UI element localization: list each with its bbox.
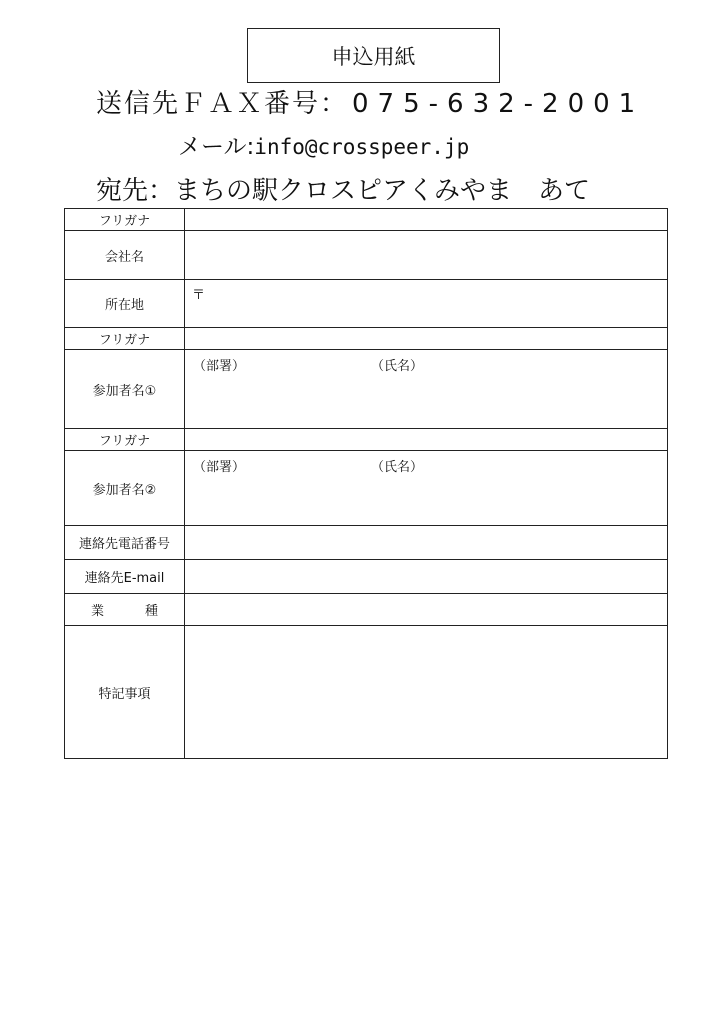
attendee2-row bbox=[65, 451, 668, 526]
attendee1-label: 参加者名① bbox=[65, 350, 185, 429]
industry-field[interactable] bbox=[185, 594, 668, 626]
furigana-label: フリガナ bbox=[65, 209, 185, 231]
mail-line bbox=[178, 128, 469, 161]
name-label: （氏名） bbox=[371, 460, 424, 475]
attendee1-furigana-row bbox=[65, 328, 668, 350]
address-label: 所在地 bbox=[65, 280, 185, 328]
email-label: 連絡先E-mail bbox=[65, 560, 185, 594]
attendee2-furigana-field[interactable] bbox=[185, 429, 668, 451]
department-label: （部署） bbox=[193, 460, 246, 475]
application-form-table bbox=[64, 208, 668, 759]
company-furigana-field[interactable] bbox=[185, 209, 668, 231]
phone-field[interactable] bbox=[185, 526, 668, 560]
form-title-box bbox=[247, 28, 500, 83]
notes-field[interactable] bbox=[185, 626, 668, 759]
name-label: （氏名） bbox=[371, 359, 424, 374]
department-label: （部署） bbox=[193, 359, 246, 374]
fax-prefix: 送信先ＦＡＸ番号： bbox=[96, 89, 349, 119]
email-field[interactable] bbox=[185, 560, 668, 594]
notes-label: 特記事項 bbox=[65, 626, 185, 759]
notes-row bbox=[65, 626, 668, 759]
form-title: 申込用紙 bbox=[331, 44, 416, 69]
attendee1-furigana-field[interactable] bbox=[185, 328, 668, 350]
industry-row bbox=[65, 594, 668, 626]
company-row bbox=[65, 231, 668, 280]
industry-label-text: 業 種 bbox=[90, 604, 172, 619]
fax-line bbox=[96, 83, 645, 120]
industry-label bbox=[65, 594, 185, 626]
destination-line: 宛先：まちの駅クロスピアくみやま あて bbox=[96, 176, 591, 206]
mail-prefix: メール: bbox=[178, 134, 255, 160]
phone-label: 連絡先電話番号 bbox=[65, 526, 185, 560]
phone-row bbox=[65, 526, 668, 560]
postal-mark: 〒 bbox=[192, 288, 206, 303]
furigana-label: フリガナ bbox=[65, 429, 185, 451]
attendee1-row bbox=[65, 350, 668, 429]
company-label: 会社名 bbox=[65, 231, 185, 280]
mail-address: info@crosspeer.jp bbox=[254, 135, 470, 159]
attendee2-label: 参加者名② bbox=[65, 451, 185, 526]
company-field[interactable] bbox=[185, 231, 668, 280]
attendee1-field[interactable] bbox=[185, 350, 668, 429]
company-furigana-row bbox=[65, 209, 668, 231]
email-row bbox=[65, 560, 668, 594]
address-field[interactable] bbox=[185, 280, 668, 328]
attendee2-field[interactable] bbox=[185, 451, 668, 526]
fax-number: 075-632-2001 bbox=[352, 89, 645, 119]
address-row bbox=[65, 280, 668, 328]
furigana-label: フリガナ bbox=[65, 328, 185, 350]
attendee2-furigana-row bbox=[65, 429, 668, 451]
